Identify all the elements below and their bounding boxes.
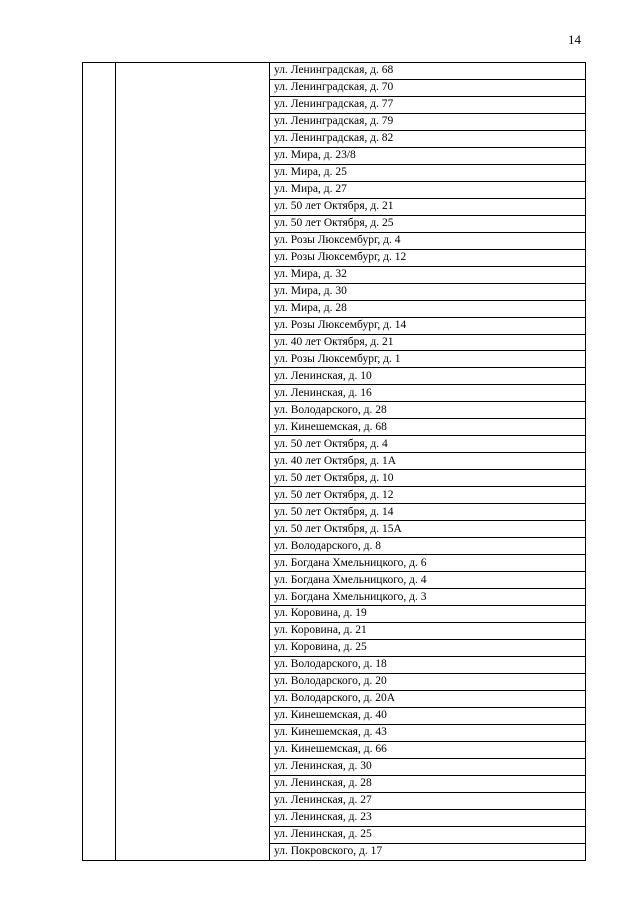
address-cell: ул. 40 лет Октября, д. 21 <box>270 334 586 351</box>
address-cell: ул. Ленинская, д. 25 <box>270 826 586 843</box>
address-cell: ул. 50 лет Октября, д. 14 <box>270 504 586 521</box>
table-row <box>83 63 586 80</box>
page-number: 14 <box>568 32 581 47</box>
address-cell: ул. 50 лет Октября, д. 15А <box>270 521 586 538</box>
address-cell: ул. Мира, д. 27 <box>270 181 586 198</box>
address-cell: ул. Коровина, д. 25 <box>270 639 586 656</box>
address-cell: ул. 50 лет Октября, д. 4 <box>270 436 586 453</box>
address-cell: ул. Володарского, д. 20 <box>270 673 586 690</box>
address-cell: ул. Богдана Хмельницкого, д. 3 <box>270 589 586 606</box>
address-cell: ул. Розы Люксембург, д. 12 <box>270 249 586 266</box>
address-cell: ул. Ленинградская, д. 68 <box>270 63 586 80</box>
address-cell: ул. Мира, д. 30 <box>270 283 586 300</box>
address-cell: ул. Ленинская, д. 28 <box>270 775 586 792</box>
address-cell: ул. 50 лет Октября, д. 25 <box>270 215 586 232</box>
merged-cell-number <box>83 63 116 861</box>
address-cell: ул. Ленинградская, д. 77 <box>270 96 586 113</box>
address-cell: ул. Ленинская, д. 10 <box>270 368 586 385</box>
address-cell: ул. Володарского, д. 28 <box>270 402 586 419</box>
address-cell: ул. 40 лет Октября, д. 1А <box>270 453 586 470</box>
address-cell: ул. Кинешемская, д. 68 <box>270 419 586 436</box>
address-cell: ул. Ленинская, д. 27 <box>270 792 586 809</box>
address-cell: ул. Ленинградская, д. 70 <box>270 79 586 96</box>
address-cell: ул. Ленинская, д. 30 <box>270 758 586 775</box>
address-cell: ул. Розы Люксембург, д. 14 <box>270 317 586 334</box>
address-cell: ул. Володарского, д. 18 <box>270 656 586 673</box>
address-table-body <box>83 63 586 861</box>
address-cell: ул. Покровского, д. 17 <box>270 843 586 860</box>
address-table <box>82 62 586 861</box>
address-cell: ул. Мира, д. 28 <box>270 300 586 317</box>
address-cell: ул. Володарского, д. 20А <box>270 690 586 707</box>
address-cell: ул. Мира, д. 23/8 <box>270 147 586 164</box>
address-cell: ул. Кинешемская, д. 66 <box>270 741 586 758</box>
address-cell: ул. Ленинградская, д. 79 <box>270 113 586 130</box>
address-cell: ул. 50 лет Октября, д. 10 <box>270 470 586 487</box>
address-cell: ул. Богдана Хмельницкого, д. 6 <box>270 555 586 572</box>
address-cell: ул. Коровина, д. 19 <box>270 606 586 623</box>
address-cell: ул. Розы Люксембург, д. 4 <box>270 232 586 249</box>
address-cell: ул. Богдана Хмельницкого, д. 4 <box>270 572 586 589</box>
address-cell: ул. Мира, д. 25 <box>270 164 586 181</box>
address-cell: ул. Володарского, д. 8 <box>270 538 586 555</box>
address-cell: ул. Ленинская, д. 23 <box>270 809 586 826</box>
address-cell: ул. Коровина, д. 21 <box>270 622 586 639</box>
address-cell: ул. 50 лет Октября, д. 12 <box>270 487 586 504</box>
address-cell: ул. 50 лет Октября, д. 21 <box>270 198 586 215</box>
address-cell: ул. Розы Люксембург, д. 1 <box>270 351 586 368</box>
address-cell: ул. Ленинградская, д. 82 <box>270 130 586 147</box>
address-cell: ул. Кинешемская, д. 40 <box>270 707 586 724</box>
address-cell: ул. Мира, д. 32 <box>270 266 586 283</box>
address-cell: ул. Ленинская, д. 16 <box>270 385 586 402</box>
address-cell: ул. Кинешемская, д. 43 <box>270 724 586 741</box>
merged-cell-name <box>116 63 270 861</box>
